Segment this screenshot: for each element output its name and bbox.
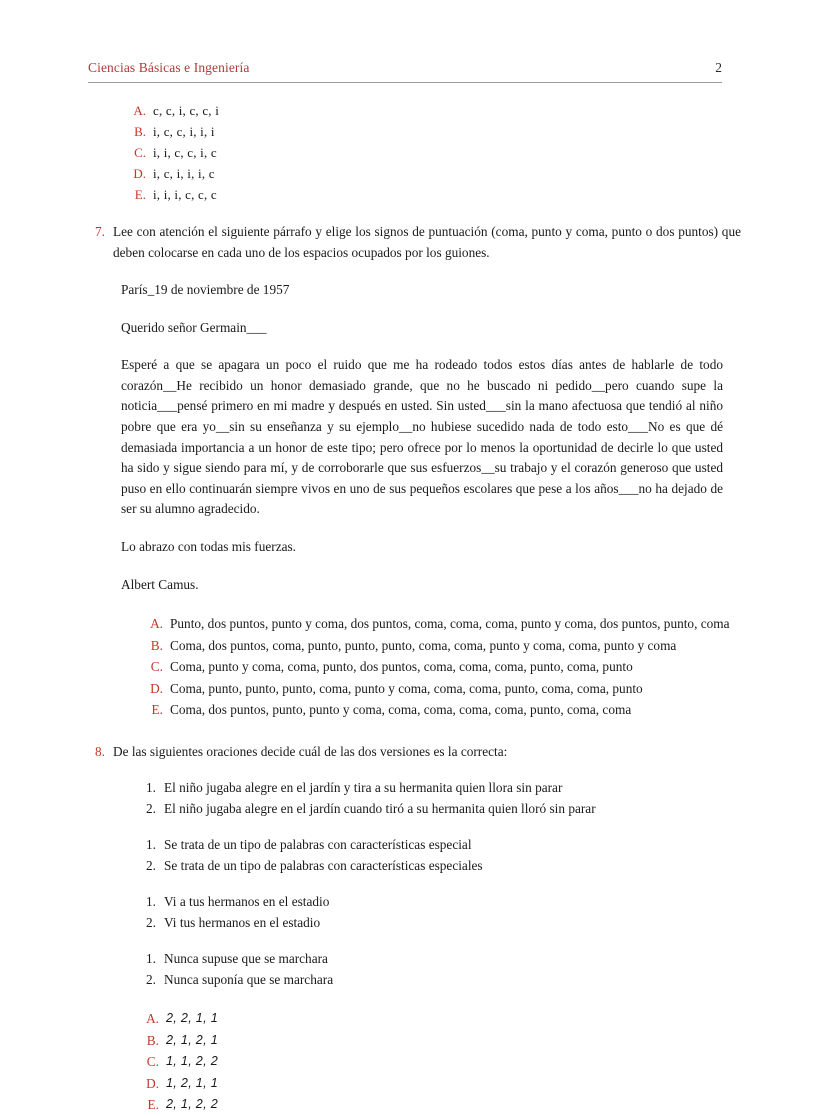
option-row[interactable] — [143, 656, 741, 678]
sentence-pair-3 — [140, 891, 728, 933]
option-text: i, i, i, c, c, c — [153, 187, 217, 202]
option-letter: D. — [146, 1075, 159, 1091]
option-text: i, c, c, i, i, i — [153, 124, 215, 139]
page-content — [88, 100, 741, 1116]
question-stem: Lee con atención el siguiente párrafo y elige los signos de puntuación (coma, punto y coma, punto o dos puntos) que deben colocarse en cada uno de los espacios ocupados por los guiones. — [113, 224, 741, 260]
option-row[interactable] — [126, 163, 728, 184]
option-letter: C. — [134, 145, 146, 160]
option-letter: A. — [150, 616, 163, 632]
option-letter: E. — [151, 702, 163, 718]
letter-passage — [121, 280, 723, 595]
sentence-number: 2. — [146, 972, 156, 988]
question-8 — [88, 742, 728, 1116]
question-number: 8. — [95, 743, 105, 759]
sentence-text: Se trata de un tipo de palabras con características especial — [164, 837, 472, 853]
option-row[interactable] — [143, 699, 741, 721]
option-row[interactable] — [126, 142, 728, 163]
header-title: Ciencias Básicas e Ingeniería — [88, 60, 250, 75]
option-text: i, c, i, i, i, c — [153, 166, 215, 181]
option-text: 1, 2, 1, 1 — [166, 1075, 219, 1090]
option-letter: D. — [150, 680, 163, 696]
header-divider — [88, 82, 722, 83]
sentence-option[interactable] — [140, 912, 728, 933]
sentence-text: Nunca suponía que se marchara — [164, 972, 334, 988]
sentence-option[interactable] — [140, 969, 728, 990]
sentence-pair-2 — [140, 834, 728, 876]
option-text: 2, 1, 2, 2 — [166, 1097, 219, 1112]
option-letter: B. — [134, 124, 146, 139]
letter-place-date: París_19 de noviembre de 1957 — [121, 282, 290, 297]
option-letter: C. — [146, 1054, 159, 1070]
option-letter: E. — [134, 187, 146, 202]
option-letter: A. — [146, 1011, 159, 1027]
option-row[interactable] — [139, 1051, 728, 1073]
option-text: 1, 1, 2, 2 — [166, 1054, 219, 1069]
sentence-number: 2. — [146, 801, 156, 817]
option-row[interactable] — [143, 635, 741, 657]
option-row[interactable] — [143, 613, 741, 635]
sentence-option[interactable] — [140, 855, 728, 876]
question-number: 7. — [95, 224, 105, 239]
option-text: 2, 1, 2, 1 — [166, 1032, 219, 1047]
sentence-number: 1. — [146, 951, 156, 967]
sentence-option[interactable] — [140, 834, 728, 855]
page-header — [88, 60, 722, 76]
option-text: Coma, dos puntos, punto, punto y coma, coma, coma, coma, coma, punto, coma, coma — [170, 702, 632, 718]
letter-salutation: Querido señor Germain___ — [121, 319, 267, 335]
sentence-number: 2. — [146, 915, 156, 931]
sentence-pair-4 — [140, 948, 728, 990]
sentence-text: Nunca supuse que se marchara — [164, 951, 328, 967]
sentence-number: 1. — [146, 894, 156, 910]
option-text: Coma, punto y coma, coma, punto, dos puntos, coma, coma, coma, punto, coma, punto — [170, 659, 633, 675]
option-letter: B. — [150, 637, 163, 653]
sentence-number: 1. — [146, 780, 156, 796]
question-8-options — [139, 1008, 728, 1116]
option-row[interactable] — [139, 1073, 728, 1095]
continued-options-list — [126, 100, 728, 205]
sentence-option[interactable] — [140, 777, 728, 798]
option-letter: E. — [147, 1097, 159, 1113]
option-row[interactable] — [143, 678, 741, 700]
option-letter: A. — [133, 103, 146, 118]
option-row[interactable] — [126, 100, 728, 121]
sentence-text: El niño jugaba alegre en el jardín y tira a su hermanita quien llora sin parar — [164, 780, 563, 796]
sentence-text: El niño jugaba alegre en el jardín cuando tiró a su hermanita quien lloró sin parar — [164, 801, 596, 817]
option-row[interactable] — [139, 1094, 728, 1116]
option-text: Punto, dos puntos, punto y coma, dos puntos, coma, coma, coma, punto y coma, dos puntos, punto, coma — [170, 616, 730, 632]
question-7 — [88, 222, 741, 721]
sentence-option[interactable] — [140, 891, 728, 912]
sentence-number: 1. — [146, 837, 156, 853]
option-letter: C. — [150, 659, 163, 675]
option-text: c, c, i, c, c, i — [153, 103, 220, 118]
option-text: 2, 2, 1, 1 — [166, 1011, 219, 1026]
header-page-number: 2 — [715, 60, 722, 75]
letter-body: Esperé a que se apagara un poco el ruido que me ha rodeado todos estos días antes de hablarle de todo corazón__He recibido un honor demasiado grande, que no he buscado ni pedido__pero cuando supe la noticia___pensé primero en mi madre y después en usted. Sin usted___sin la mano afectuosa que tendió al niño pobre que era yo__sin su enseñanza y su ejemplo__no hubiese sucedido nada de todo esto___No es que dé demasiada importancia a un honor de este tipo; pero ofrece por lo menos la oportunidad de decirle lo que usted ha sido y sigue siendo para mí, y de corroborarle que sus esfuerzos__su trabajo y el corazón generoso que usted puso en ello continuarán siempre vivos en uno de sus pequeños escolares que pese a los años___no ha dejado de ser su alumno agradecido. — [121, 357, 723, 517]
sentence-number: 2. — [146, 858, 156, 874]
sentence-text: Vi tus hermanos en el estadio — [164, 915, 321, 931]
sentence-option[interactable] — [140, 948, 728, 969]
sentence-option[interactable] — [140, 798, 728, 819]
option-row[interactable] — [126, 184, 728, 205]
option-text: i, i, c, c, i, c — [153, 145, 217, 160]
question-stem: De las siguientes oraciones decide cuál de las dos versiones es la correcta: — [113, 743, 508, 759]
option-letter: B. — [146, 1032, 159, 1048]
option-row[interactable] — [139, 1008, 728, 1030]
option-letter: D. — [133, 166, 146, 181]
sentence-text: Se trata de un tipo de palabras con características especiales — [164, 858, 483, 874]
sentence-text: Vi a tus hermanos en el estadio — [164, 894, 330, 910]
option-row[interactable] — [126, 121, 728, 142]
letter-signature: Albert Camus. — [121, 576, 199, 592]
option-text: Coma, punto, punto, punto, coma, punto y coma, coma, coma, punto, coma, coma, punto — [170, 680, 643, 696]
option-row[interactable] — [139, 1030, 728, 1052]
letter-closing: Lo abrazo con todas mis fuerzas. — [121, 538, 297, 554]
sentence-pair-1 — [140, 777, 728, 819]
question-7-options — [143, 613, 741, 721]
option-text: Coma, dos puntos, coma, punto, punto, punto, coma, coma, punto y coma, coma, punto y coma — [170, 637, 677, 653]
